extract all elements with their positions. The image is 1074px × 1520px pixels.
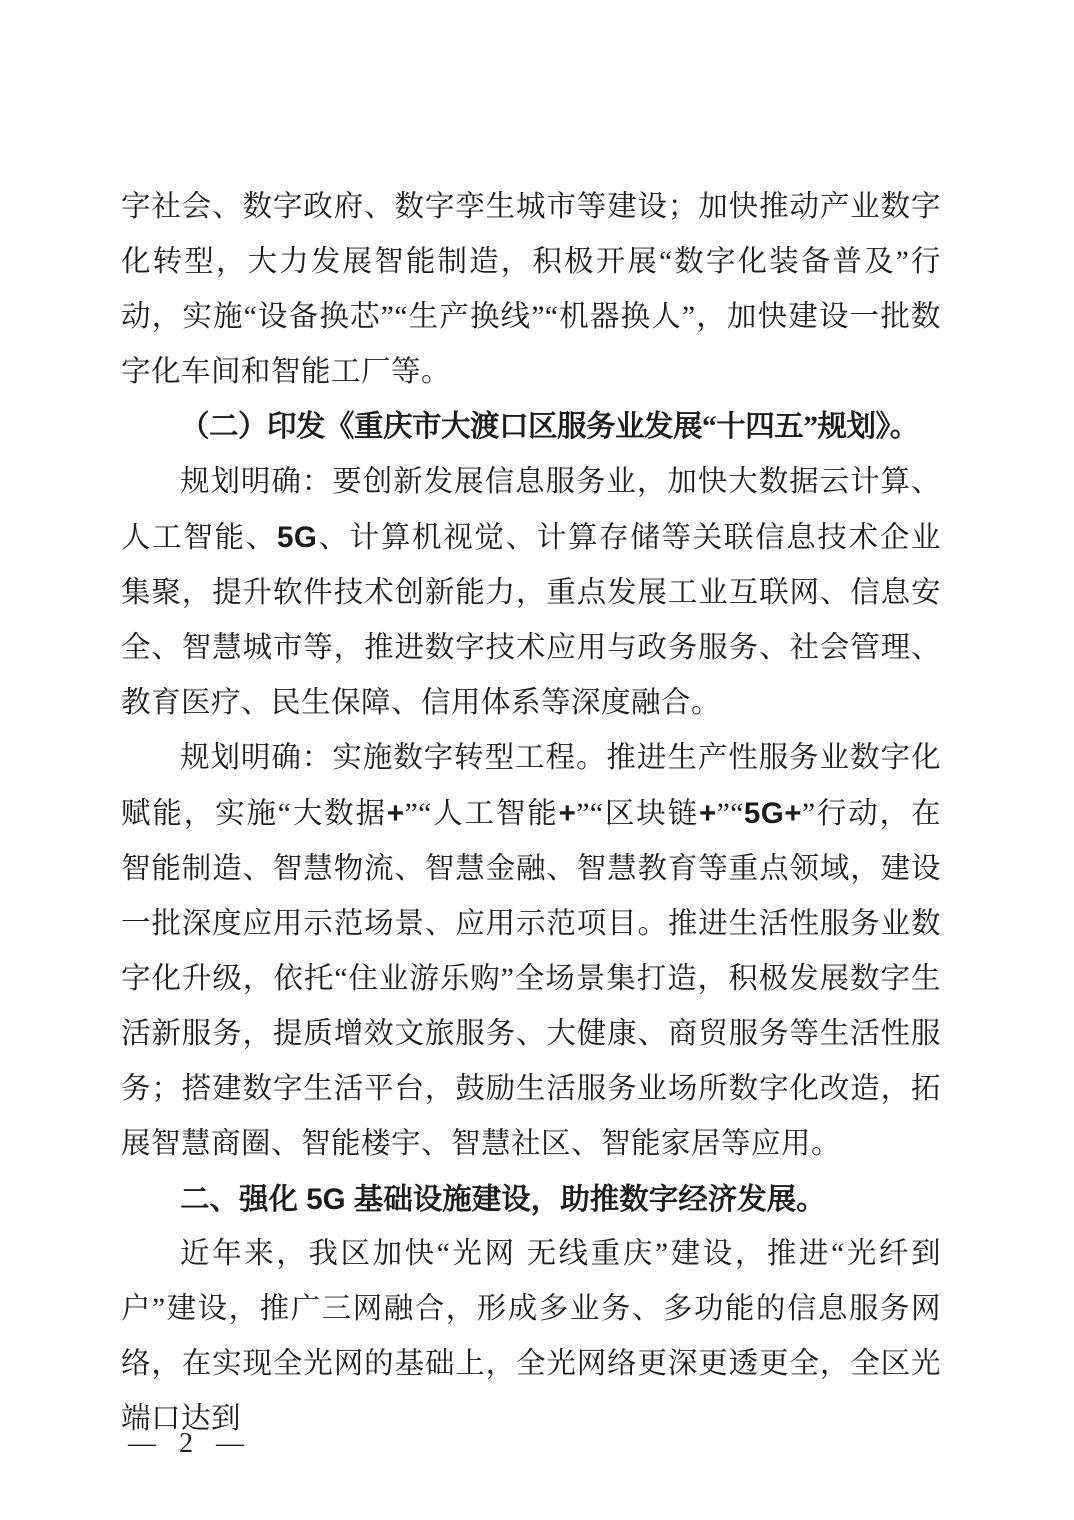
paragraph: （二）印发《重庆市大渡口区服务业发展“十四五”规划》。 — [180, 411, 919, 443]
document-body — [121, 180, 941, 1447]
paragraph: 规划明确：实施数字转型工程。推进生产性服务业数字化赋能，实施“大数据+”“人工智能+”“区块链+”“5G+”行动，在智能制造、智慧物流、智慧金融、智慧教育等重点领域，建设一批深度应用示范场景、应用示范项目。推进生活性服务业数字化升级，依托“住业游乐购”全场景集打造，积极发展数字生活新服务，提质增效文旅服务、大健康、商贸服务等生活性服务；搭建数字生活平台，鼓励生活服务业场所数字化改造，拓展智慧商圈、智能楼宇、智慧社区、智能家居等应用。 — [121, 742, 942, 1160]
paragraph: 二、强化 5G 基础设施建设，助推数字经济发展。 — [180, 1183, 826, 1216]
page-number: — 2 — — [128, 1428, 252, 1459]
paragraph: 规划明确：要创新发展信息服务业，加快大数据云计算、人工智能、5G、计算机视觉、计算存储等关联信息技术企业集聚，提升软件技术创新能力，重点发展工业互联网、信息安全、智慧城市等，推进数字技术应用与政务服务、社会管理、教育医疗、民生保障、信用体系等深度融合。 — [121, 466, 941, 719]
paragraph: 近年来，我区加快“光网 无线重庆”建设，推进“光纤到户”建设，推广三网融合，形成多业务、多功能的信息服务网络，在实现全光网的基础上，全光网络更深更透更全，全区光端口达到 — [121, 1238, 941, 1435]
paragraph: 字社会、数字政府、数字孪生城市等建设；加快推动产业数字化转型，大力发展智能制造，积极开展“数字化装备普及”行动，实施“设备换芯”“生产换线”“机器换人”，加快建设一批数字化车间和智能工厂等。 — [121, 191, 941, 388]
